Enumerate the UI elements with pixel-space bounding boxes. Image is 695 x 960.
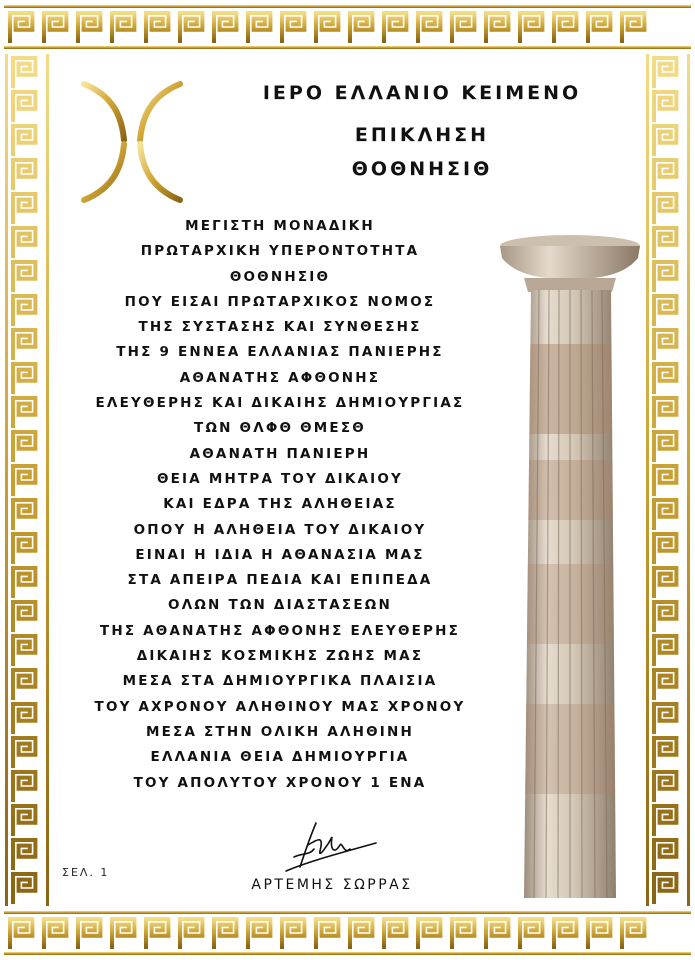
text-line: ΤΗΣ ΣΥΣΤΑΣΗΣ ΚΑΙ ΣΥΝΘΕΣΗΣ bbox=[138, 319, 422, 336]
text-line: ΤΗΣ 9 ΕΝΝΕΑ ΕΛΛΑΝΙΑΣ ΠΑΝΙΕΡΗΣ bbox=[116, 344, 444, 361]
meander-border-top bbox=[0, 0, 695, 54]
text-line: ΠΟΥ ΕΙΣΑΙ ΠΡΩΤΑΡΧΙΚΟΣ ΝΟΜΟΣ bbox=[124, 293, 436, 310]
invocation-text bbox=[70, 214, 490, 796]
sun-cross-emblem-icon bbox=[80, 78, 184, 206]
document-title: ΙΕΡΟ ΕΛΛΑΝΙΟ ΚΕΙΜΕΝΟ bbox=[262, 82, 582, 104]
meander-border-left bbox=[0, 54, 54, 906]
meander-border-bottom bbox=[0, 906, 695, 960]
text-line: ΑΘΑΝΑΤΗ ΠΑΝΙΕΡΗ bbox=[189, 445, 371, 462]
author-name: ΑΡΤΕΜΗΣ ΣΩΡΡΑΣ bbox=[251, 877, 413, 893]
page-number: ΣΕΛ. 1 bbox=[62, 866, 110, 879]
text-line: ΘΕΙΑ ΜΗΤΡΑ ΤΟΥ ΔΙΚΑΙΟΥ bbox=[156, 470, 404, 487]
text-line: ΚΑΙ ΕΔΡΑ ΤΗΣ ΑΛΗΘΕΙΑΣ bbox=[163, 496, 397, 513]
text-line: ΣΤΑ ΑΠΕΙΡΑ ΠΕΔΙΑ ΚΑΙ ΕΠΙΠΕΔΑ bbox=[127, 572, 433, 589]
document-subtitle-secondary: ΘΟΘΝΗΣΙΘ bbox=[351, 158, 493, 180]
text-line: ΟΛΩΝ ΤΩΝ ΔΙΑΣΤΑΣΕΩΝ bbox=[168, 597, 392, 614]
handwritten-signature bbox=[280, 815, 380, 875]
text-line: ΕΙΝΑΙ Η ΙΔΙΑ Η ΑΘΑΝΑΣΙΑ ΜΑΣ bbox=[135, 546, 425, 563]
text-line: ΜΕΣΑ ΣΤΑ ΔΗΜΙΟΥΡΓΙΚΑ ΠΛΑΙΣΙΑ bbox=[122, 673, 438, 690]
text-line: ΕΛΛΑΝΙΑ ΘΕΙΑ ΔΗΜΙΟΥΡΓΙΑ bbox=[150, 749, 410, 766]
text-line: ΔΙΚΑΙΗΣ ΚΟΣΜΙΚΗΣ ΖΩΗΣ ΜΑΣ bbox=[136, 648, 424, 665]
meander-border-right bbox=[641, 54, 695, 906]
text-line: ΕΛΕΥΘΕΡΗΣ ΚΑΙ ΔΙΚΑΙΗΣ ΔΗΜΙΟΥΡΓΙΑΣ bbox=[95, 395, 465, 412]
text-line: ΤΩΝ ΘΛΦΘ ΘΜΕΣΘ bbox=[194, 420, 366, 437]
text-line: ΤΗΣ ΑΘΑΝΑΤΗΣ ΑΦΘΟΝΗΣ ΕΛΕΥΘΕΡΗΣ bbox=[99, 622, 461, 639]
text-line: ΜΕΣΑ ΣΤΗΝ ΟΛΙΚΗ ΑΛΗΘΙΝΗ bbox=[145, 723, 415, 740]
text-line: ΤΟΥ ΑΧΡΟΝΟΥ ΑΛΗΘΙΝΟΥ ΜΑΣ ΧΡΟΝΟΥ bbox=[94, 698, 466, 715]
document-subtitle: ΕΠΙΚΛΗΣΗ bbox=[354, 124, 490, 146]
text-line: ΑΘΑΝΑΤΗΣ ΑΦΘΟΝΗΣ bbox=[179, 369, 381, 386]
text-line: ΘΟΘΝΗΣΙΘ bbox=[229, 268, 331, 285]
text-line: ΟΠΟΥ Η ΑΛΗΘΕΙΑ ΤΟΥ ΔΙΚΑΙΟΥ bbox=[133, 521, 427, 538]
doric-column-icon bbox=[498, 234, 643, 898]
text-line: ΜΕΓΙΣΤΗ ΜΟΝΑΔΙΚΗ bbox=[185, 218, 375, 234]
text-line: ΤΟΥ ΑΠΟΛΥΤΟΥ ΧΡΟΝΟΥ 1 ΕΝΑ bbox=[133, 774, 427, 791]
text-line: ΠΡΩΤΑΡΧΙΚΗ ΥΠΕΡΟΝΤΟΤΗΤΑ bbox=[140, 243, 420, 260]
